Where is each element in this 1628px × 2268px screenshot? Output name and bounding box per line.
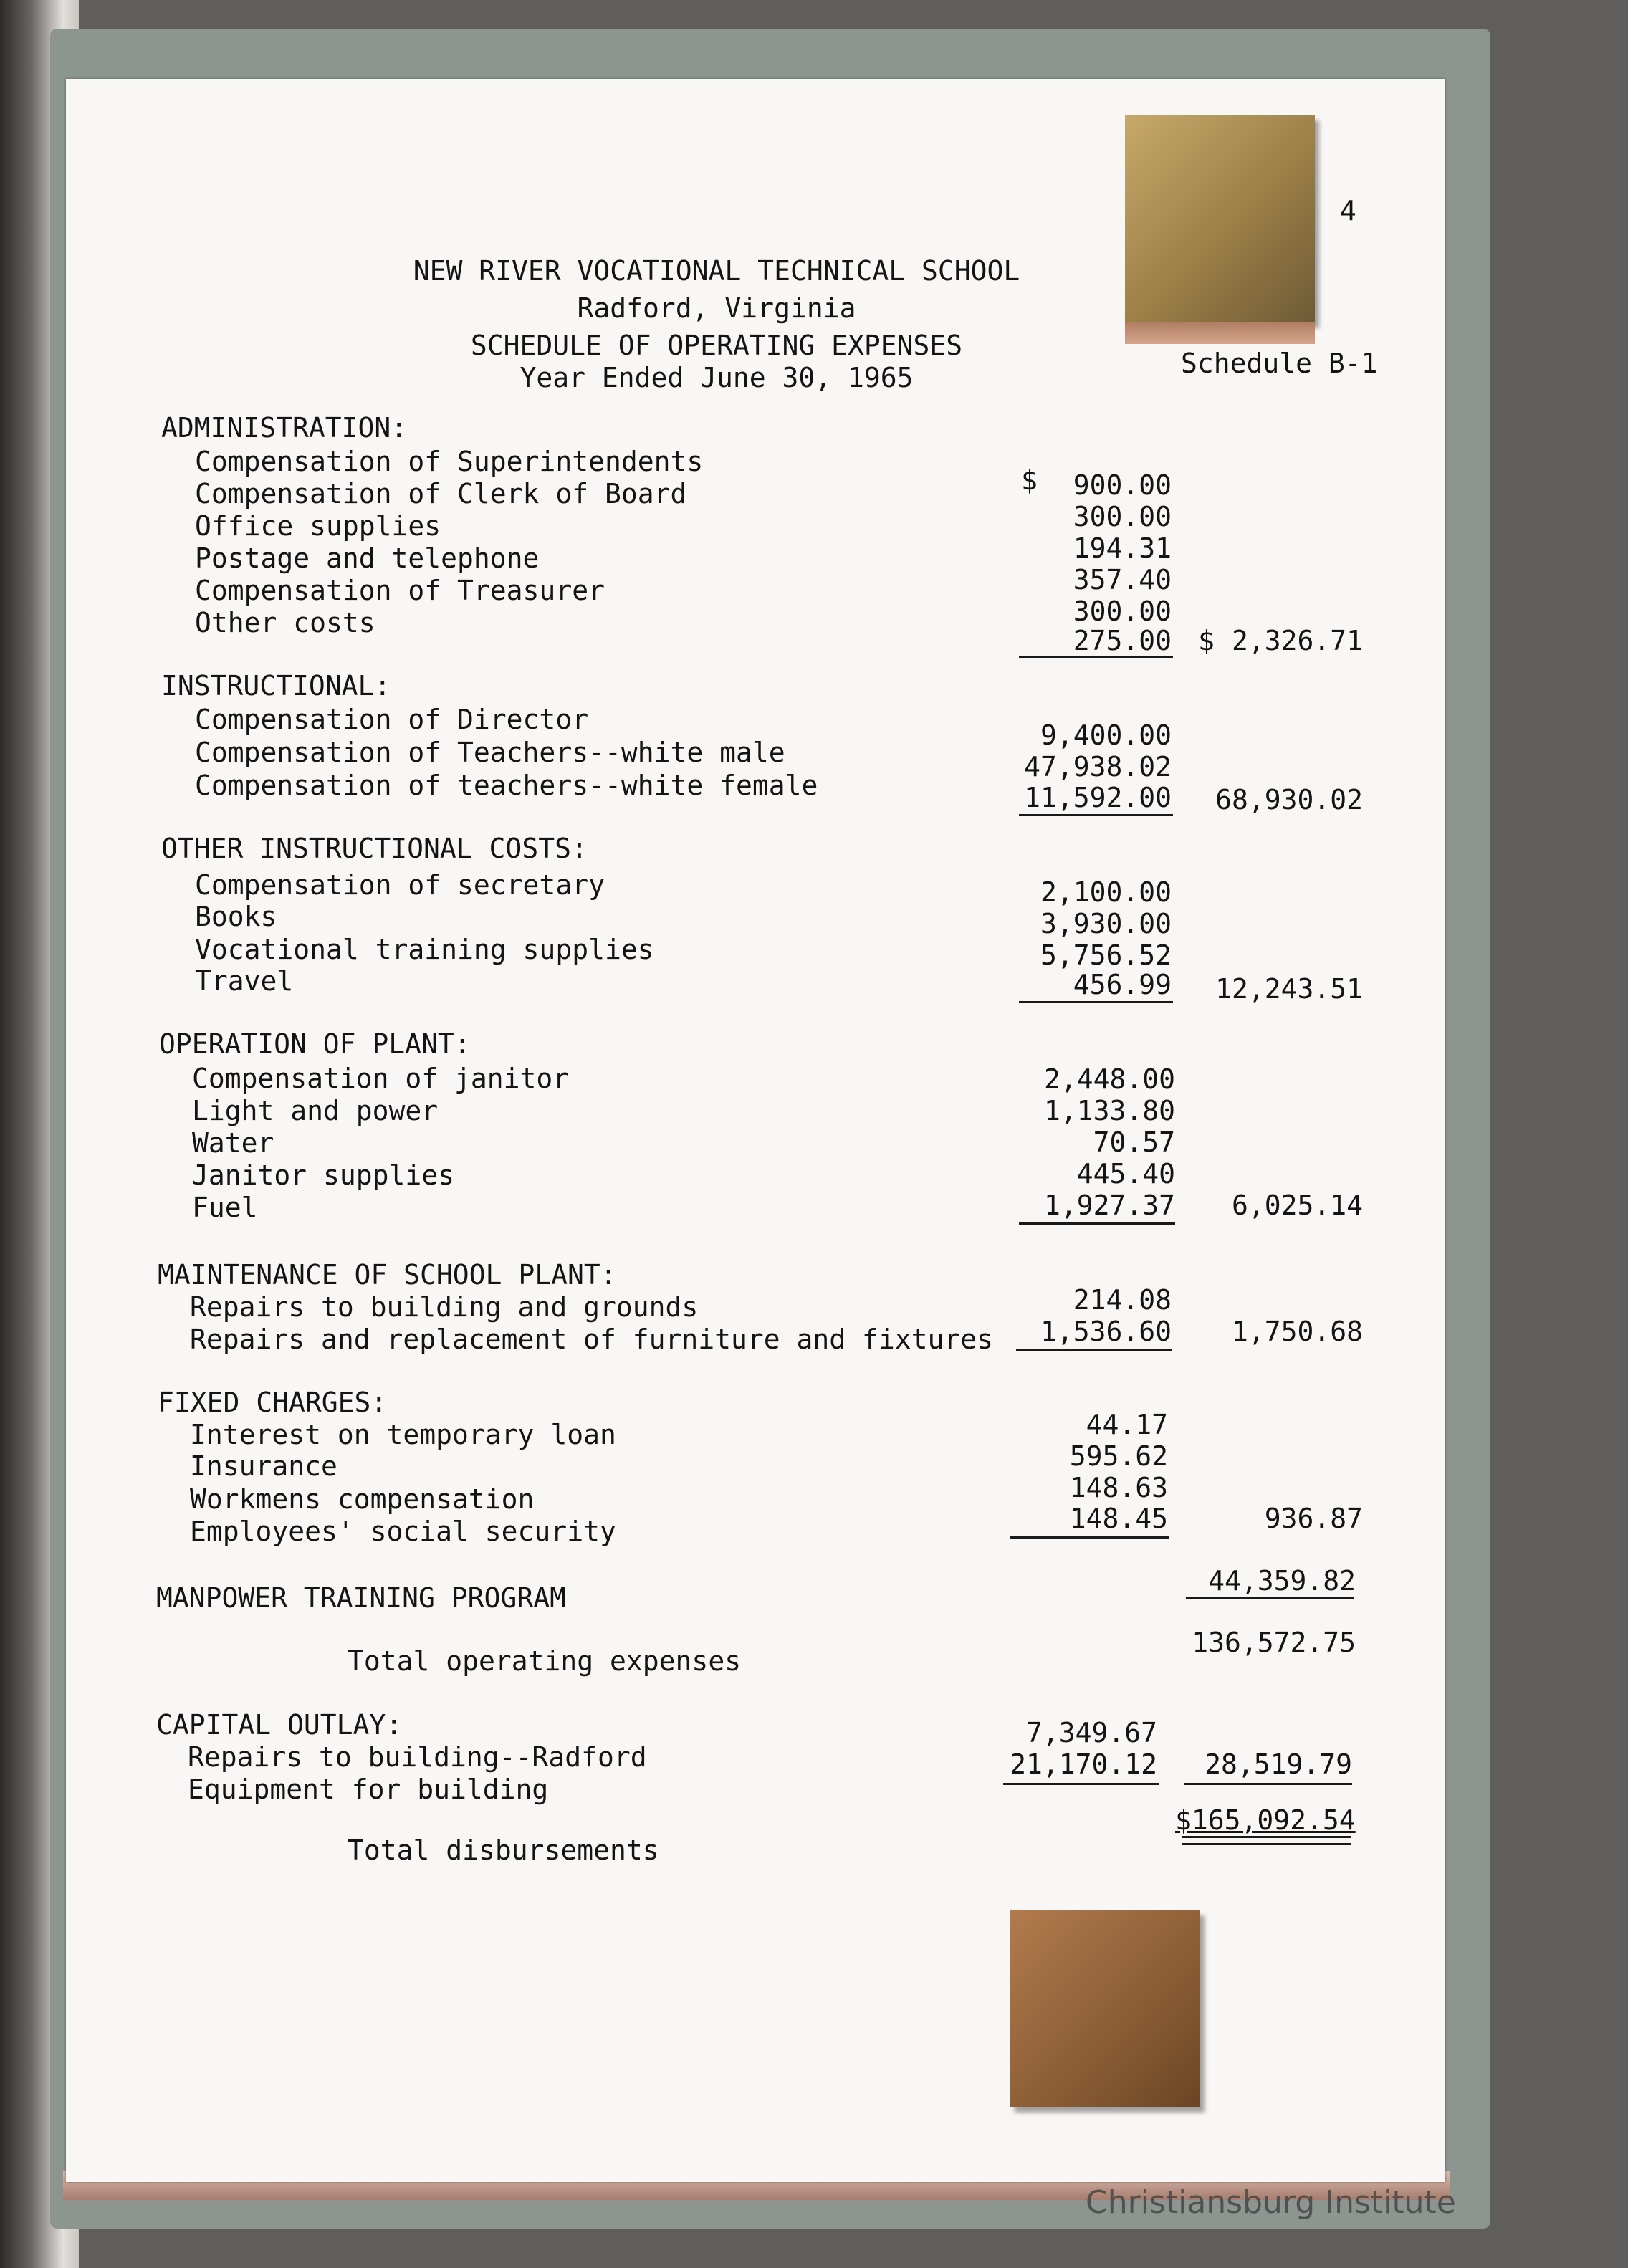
total-disbursements-label: Total disbursements (348, 1834, 659, 1866)
dollar-sign: $ (1021, 464, 1038, 496)
archive-watermark: Christiansburg Institute (1086, 2184, 1456, 2221)
line-item-amount: 275.00 (1073, 625, 1172, 656)
total-operating-label: Total operating expenses (348, 1645, 742, 1677)
section-total: 44,359.82 (1208, 1565, 1356, 1597)
section-total: 6,025.14 (1231, 1190, 1363, 1221)
section-heading-instructional: INSTRUCTIONAL: (161, 670, 391, 702)
title-location: Radford, Virginia (577, 292, 856, 324)
line-item-amount: 3,930.00 (1040, 908, 1172, 939)
section-total: 68,930.02 (1215, 784, 1363, 815)
line-item-label: Employees' social security (190, 1516, 616, 1547)
line-item-amount: 5,756.52 (1040, 939, 1172, 971)
line-item-label: Compensation of janitor (192, 1063, 570, 1094)
line-item-label: Compensation of Treasurer (195, 575, 605, 606)
subtotal-rule (1019, 656, 1173, 658)
subtotal-rule (1186, 1597, 1354, 1599)
line-item-label: Water (192, 1127, 274, 1159)
subtotal-rule (1019, 1222, 1175, 1225)
line-item-label: Compensation of Superintendents (195, 446, 704, 477)
section-heading-fixed-charges: FIXED CHARGES: (158, 1387, 388, 1418)
section-heading-administration: ADMINISTRATION: (161, 412, 408, 444)
line-item-label: Repairs to building--Radford (188, 1741, 647, 1773)
line-item-amount: 194.31 (1073, 532, 1172, 564)
line-item-label: Office supplies (195, 510, 441, 542)
line-item-label: Janitor supplies (192, 1159, 455, 1191)
section-heading-operation: OPERATION OF PLANT: (159, 1028, 471, 1060)
line-item-label: Fuel (192, 1192, 258, 1223)
line-item-label: Equipment for building (188, 1774, 549, 1805)
paperweight-top (1125, 115, 1315, 322)
title-schedule: SCHEDULE OF OPERATING EXPENSES (470, 330, 963, 361)
line-item-label: Other costs (195, 607, 375, 638)
line-item-label: Repairs to building and grounds (190, 1291, 699, 1323)
section-heading-maintenance: MAINTENANCE OF SCHOOL PLANT: (158, 1259, 617, 1291)
line-item-label: Compensation of Director (195, 704, 589, 735)
line-item-amount: 595.62 (1069, 1440, 1168, 1472)
line-item-amount: 2,100.00 (1040, 876, 1172, 908)
subtotal-rule (1184, 1783, 1352, 1785)
line-item-amount: 900.00 (1073, 469, 1172, 501)
line-item-amount: 300.00 (1073, 501, 1172, 532)
line-item-label: Books (195, 901, 277, 932)
line-item-label: Repairs and replacement of furniture and fixtures (190, 1324, 994, 1355)
subtotal-rule (1003, 1783, 1159, 1785)
section-heading-manpower: MANPOWER TRAINING PROGRAM (156, 1582, 566, 1614)
subtotal-rule (1019, 814, 1173, 816)
line-item-amount: 357.40 (1073, 564, 1172, 595)
line-item-label: Compensation of Teachers--white male (195, 737, 785, 768)
grand-total-double-rule (1182, 1836, 1351, 1845)
subtotal-rule (1016, 1349, 1172, 1351)
line-item-amount: 21,170.12 (1010, 1748, 1157, 1780)
line-item-label: Light and power (192, 1095, 439, 1126)
line-item-label: Travel (195, 965, 294, 997)
line-item-amount: 214.08 (1073, 1284, 1172, 1316)
line-item-label: Compensation of secretary (195, 869, 605, 901)
line-item-amount: 1,133.80 (1043, 1095, 1175, 1126)
line-item-amount: 1,536.60 (1040, 1316, 1172, 1347)
line-item-label: Insurance (190, 1450, 337, 1482)
title-school: NEW RIVER VOCATIONAL TECHNICAL SCHOOL (413, 255, 1020, 287)
line-item-amount: 1,927.37 (1043, 1190, 1175, 1221)
line-item-amount: 2,448.00 (1043, 1063, 1175, 1095)
section-total: 1,750.68 (1231, 1316, 1363, 1347)
page-number: 4 (1340, 195, 1356, 226)
title-period: Year Ended June 30, 1965 (519, 362, 914, 393)
line-item-amount: 47,938.02 (1024, 751, 1172, 783)
section-heading-other-instructional: OTHER INSTRUCTIONAL COSTS: (161, 833, 588, 864)
total-dollar-sign: $ (1198, 625, 1215, 656)
line-item-amount: 11,592.00 (1024, 782, 1172, 813)
line-item-amount: 300.00 (1073, 595, 1172, 627)
total-operating-value: 136,572.75 (1192, 1627, 1356, 1658)
line-item-label: Compensation of teachers--white female (195, 770, 818, 801)
line-item-label: Postage and telephone (195, 542, 540, 574)
line-item-label: Interest on temporary loan (190, 1419, 616, 1450)
line-item-amount: 9,400.00 (1040, 719, 1172, 751)
line-item-amount: 148.45 (1069, 1503, 1168, 1534)
section-total: 28,519.79 (1205, 1748, 1352, 1780)
line-item-label: Workmens compensation (190, 1483, 535, 1515)
line-item-amount: 148.63 (1069, 1472, 1168, 1503)
line-item-label: Compensation of Clerk of Board (195, 478, 687, 509)
section-total: 936.87 (1264, 1503, 1363, 1534)
paperweight-bottom (1010, 1910, 1200, 2107)
section-heading-capital: CAPITAL OUTLAY: (156, 1709, 403, 1741)
line-item-amount: 70.57 (1093, 1126, 1175, 1158)
line-item-label: Vocational training supplies (195, 934, 654, 965)
section-total: 12,243.51 (1215, 973, 1363, 1005)
section-total: 2,326.71 (1231, 625, 1363, 656)
line-item-amount: 456.99 (1073, 969, 1172, 1000)
line-item-amount: 445.40 (1076, 1158, 1175, 1190)
line-item-amount: 44.17 (1086, 1409, 1168, 1440)
subtotal-rule (1019, 1001, 1173, 1003)
schedule-label: Schedule B-1 (1181, 348, 1378, 379)
total-disbursements-value: $165,092.54 (1175, 1804, 1356, 1836)
line-item-amount: 7,349.67 (1025, 1717, 1157, 1748)
subtotal-rule (1010, 1536, 1169, 1539)
